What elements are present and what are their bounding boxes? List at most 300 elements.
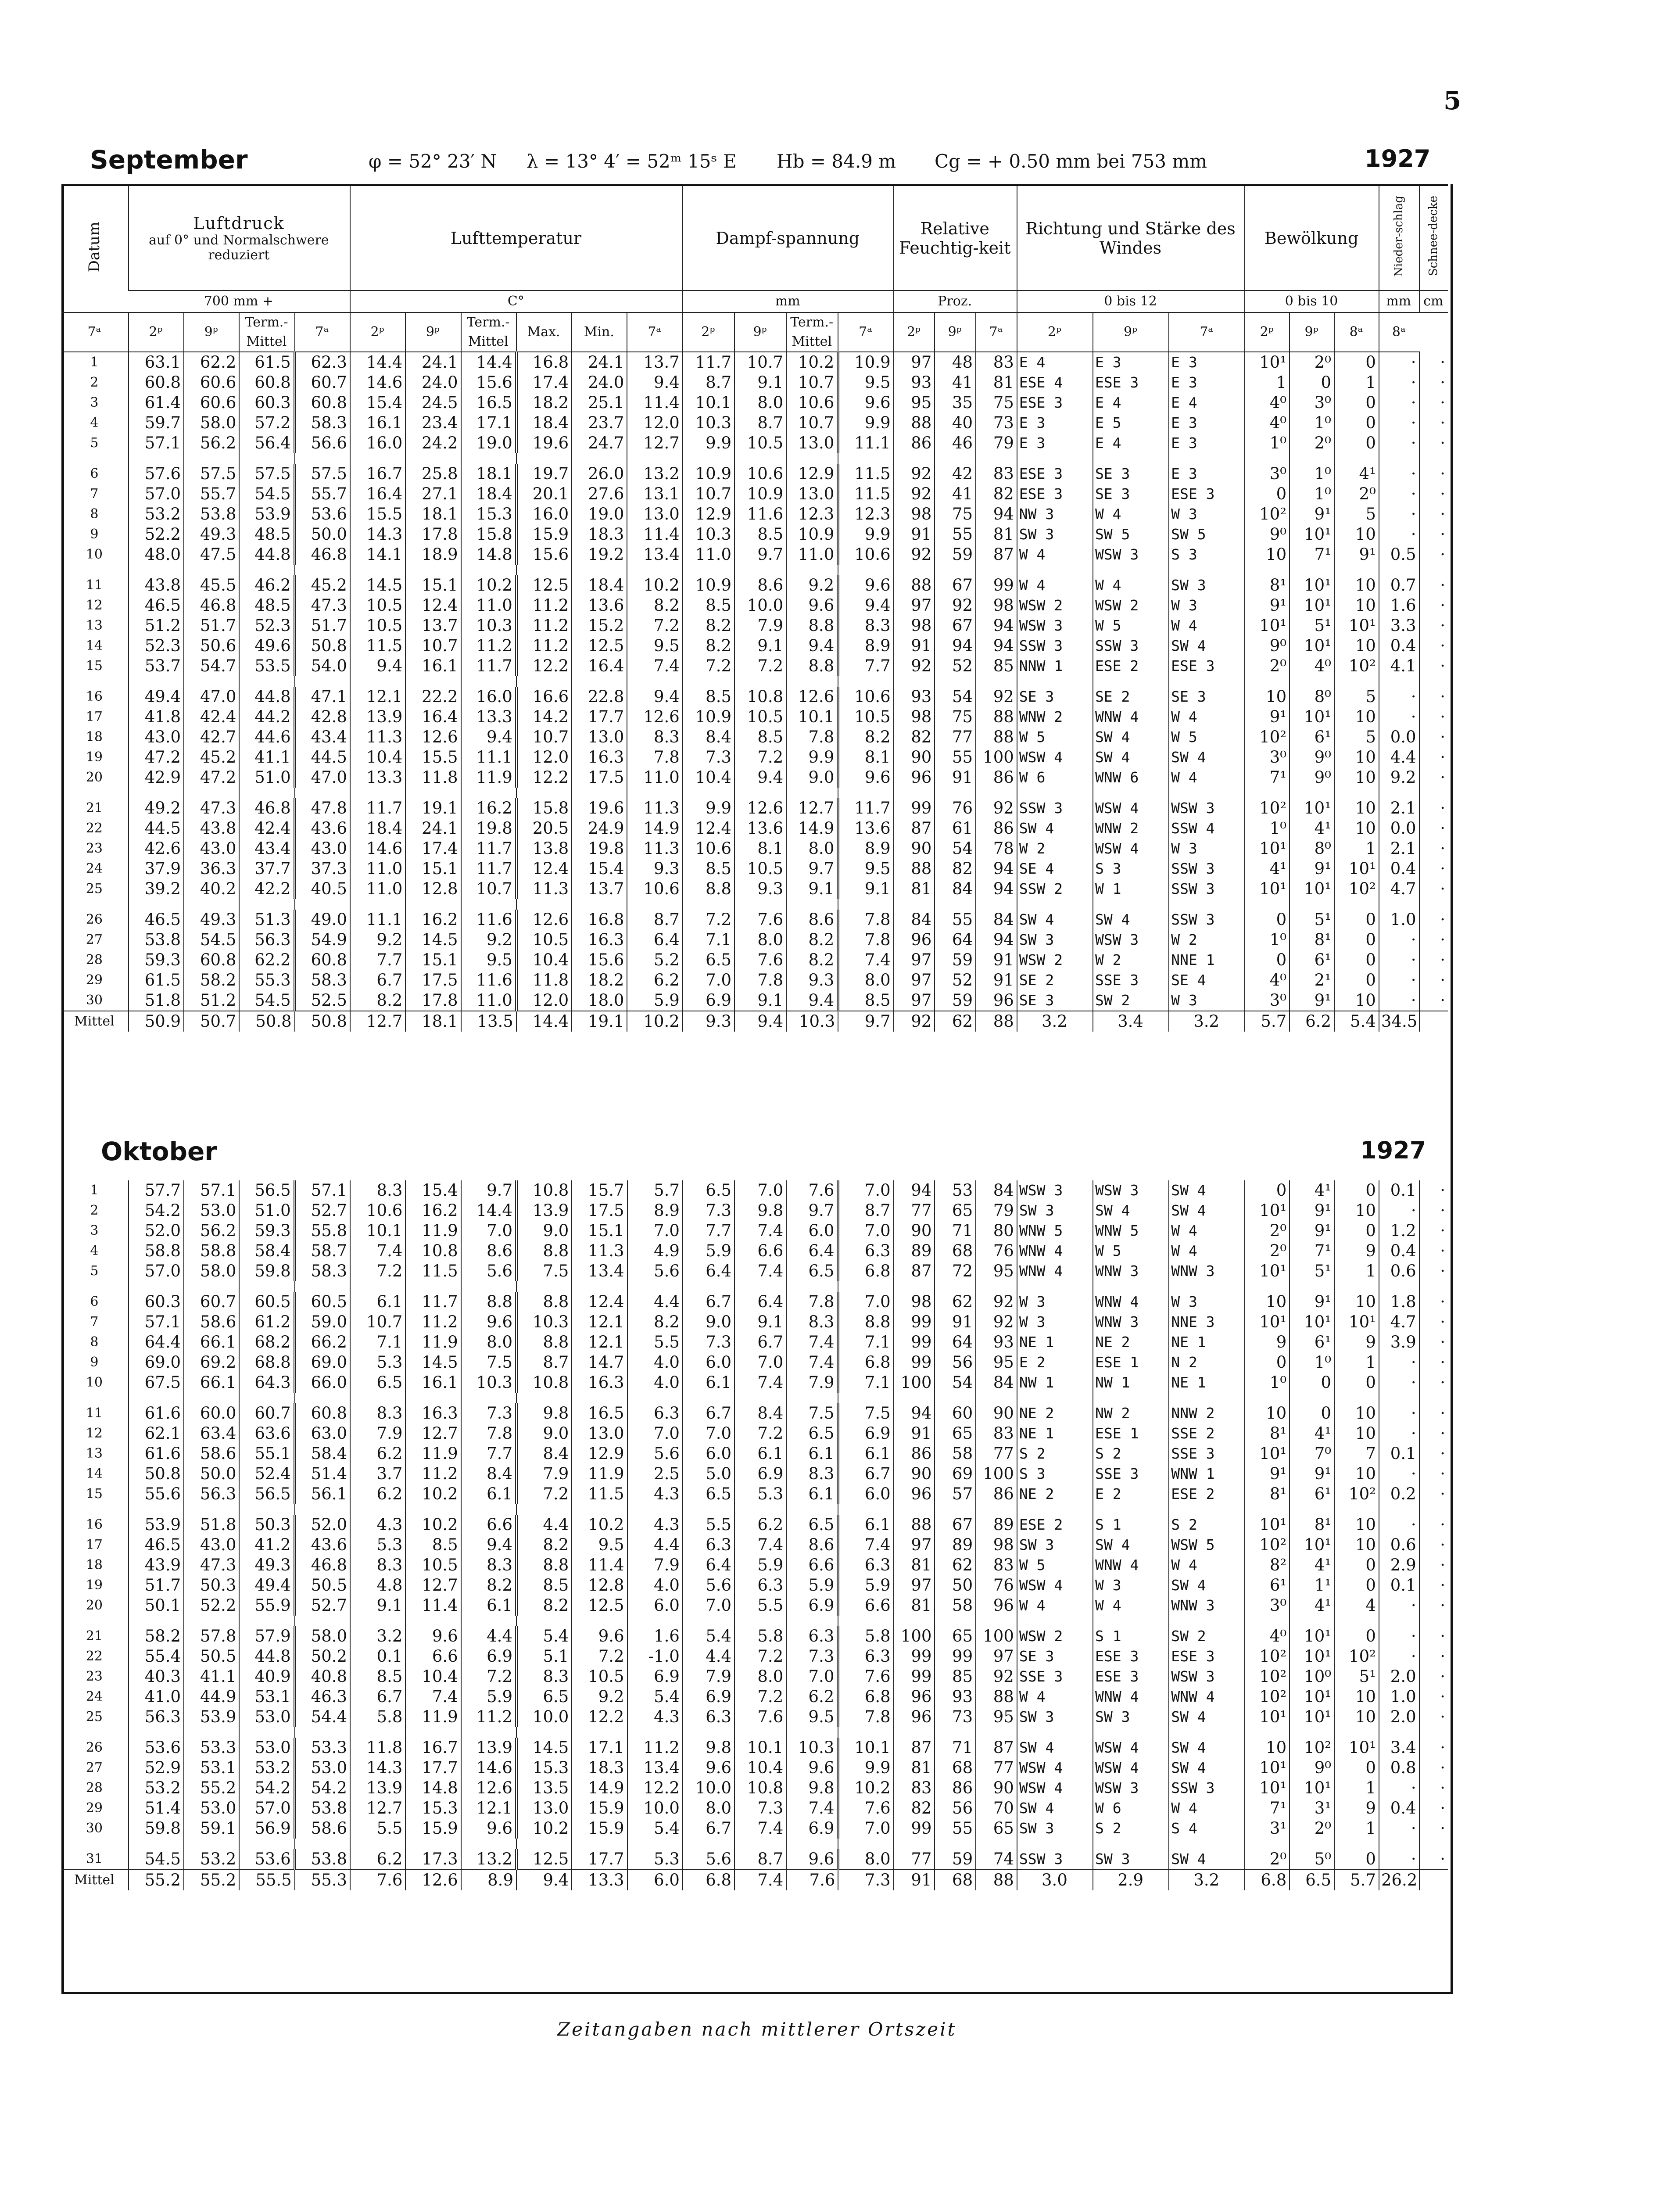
- cell-druck-7a: 39.2: [129, 879, 184, 899]
- cell-temp-7a: 5.8: [350, 1707, 405, 1727]
- cell-dampf-9p: 11.0: [786, 545, 838, 565]
- cell-druck-7a: 42.6: [129, 839, 184, 859]
- row-spacer: [61, 788, 1448, 798]
- cell-dampf-mittel: 7.6: [838, 1667, 893, 1687]
- cell-temp-min: 14.9: [627, 818, 682, 839]
- cell-druck-9p: 53.0: [239, 1707, 294, 1727]
- cell-druck-7a: 46.5: [129, 910, 184, 930]
- cell-feucht-9p: 95: [976, 1352, 1017, 1373]
- cell-druck-2p: 56.3: [184, 1484, 239, 1504]
- cell-druck-mittel: 43.6: [295, 1535, 350, 1555]
- cell-temp-2p: 16.3: [405, 1403, 461, 1423]
- cell-dampf-7a: 8.0: [683, 1798, 734, 1818]
- cell-wind-9p: W 2: [1169, 930, 1245, 950]
- cell-wind-7a: SE 3: [1017, 687, 1093, 707]
- cell-temp-max: 17.5: [572, 1201, 627, 1221]
- cell-temp-max: 18.3: [572, 1758, 627, 1778]
- cell-niederschlag: ·: [1379, 504, 1419, 524]
- cell-temp-max: 17.7: [572, 707, 627, 727]
- oktober-year: 1927: [1360, 1136, 1426, 1164]
- cell-bewoelkung-9p: 10: [1334, 1535, 1379, 1555]
- cell-bewoelkung-7a: 10¹: [1245, 616, 1290, 636]
- cell-wind-7a: ESE 4: [1017, 373, 1093, 393]
- cell-dampf-mittel: 5.9: [838, 1575, 893, 1595]
- cell-feucht-9p: 83: [976, 1423, 1017, 1444]
- cell-bewoelkung-7a: 10: [1245, 1403, 1290, 1423]
- mittel-bewoelkung-2p: 6.2: [1290, 1011, 1334, 1032]
- cell-temp-max: 18.2: [572, 970, 627, 990]
- cell-bewoelkung-9p: 10: [1334, 1464, 1379, 1484]
- cell-datum: 19: [86, 749, 103, 765]
- cell-temp-2p: 15.1: [405, 950, 461, 970]
- cell-temp-max: 12.8: [572, 1575, 627, 1595]
- cell-dampf-mittel: 10.9: [838, 352, 893, 373]
- subheader-wind-2p: 2ᵖ: [1017, 312, 1093, 352]
- cell-wind-2p: WSW 3: [1093, 1180, 1169, 1201]
- cell-druck-9p: 40.9: [239, 1667, 294, 1687]
- cell-temp-max: 15.1: [572, 1221, 627, 1241]
- cell-bewoelkung-9p: 10: [1334, 1201, 1379, 1221]
- cell-temp-min: 4.0: [627, 1352, 683, 1373]
- cell-temp-2p: 12.8: [405, 879, 461, 899]
- cell-temp-7a: 10.5: [350, 595, 405, 616]
- cell-druck-9p: 42.2: [239, 879, 294, 899]
- subheader-temp-min: Min.: [572, 312, 627, 352]
- cell-temp-9p: 11.7: [461, 839, 516, 859]
- cell-wind-7a: WNW 2: [1017, 707, 1093, 727]
- cell-feucht-2p: 67: [935, 575, 976, 595]
- table-row: [61, 707, 1448, 727]
- cell-bewoelkung-9p: 10: [1334, 1687, 1379, 1707]
- cell-wind-2p: WSW 2: [1093, 595, 1169, 616]
- cell-schneedecke: ·: [1419, 636, 1448, 656]
- cell-feucht-2p: 76: [935, 798, 976, 818]
- cell-druck-9p: 53.2: [239, 1758, 294, 1778]
- cell-temp-max: 12.5: [572, 636, 627, 656]
- cell-temp-min: 5.6: [627, 1444, 683, 1464]
- cell-dampf-mittel: 10.5: [838, 707, 893, 727]
- cell-dampf-2p: 9.8: [734, 1201, 786, 1221]
- cell-wind-2p: SE 2: [1093, 687, 1169, 707]
- cell-bewoelkung-9p: 5: [1334, 504, 1379, 524]
- cell-datum: 29: [86, 1800, 103, 1816]
- cell-druck-mittel: 57.5: [295, 464, 350, 484]
- cell-temp-mittel: 9.0: [516, 1221, 572, 1241]
- cell-druck-9p: 68.8: [239, 1352, 294, 1373]
- cell-druck-9p: 68.2: [239, 1332, 294, 1352]
- cell-temp-mittel: 7.2: [516, 1484, 572, 1504]
- cell-feucht-7a: 97: [894, 352, 935, 373]
- cell-niederschlag: ·: [1379, 524, 1419, 545]
- cell-temp-max: 12.4: [572, 1292, 627, 1312]
- cell-bewoelkung-9p: 0: [1334, 1555, 1379, 1575]
- cell-temp-max: 14.9: [572, 1778, 627, 1798]
- cell-feucht-7a: 98: [894, 707, 935, 727]
- cell-temp-9p: 18.4: [461, 484, 516, 504]
- cell-temp-7a: 5.5: [350, 1818, 405, 1839]
- cell-temp-7a: 12.7: [350, 1798, 405, 1818]
- cell-dampf-9p: 9.0: [786, 767, 838, 788]
- cell-bewoelkung-7a: 6¹: [1245, 1575, 1290, 1595]
- cell-datum: 26: [86, 912, 103, 927]
- cell-dampf-2p: 10.9: [734, 484, 786, 504]
- cell-dampf-mittel: 6.3: [838, 1646, 893, 1667]
- cell-dampf-2p: 6.4: [734, 1292, 786, 1312]
- cell-feucht-2p: 73: [935, 1707, 976, 1727]
- cell-bewoelkung-2p: 10¹: [1290, 879, 1334, 899]
- niederschlag-header: Nieder-schlag: [1379, 185, 1419, 290]
- cell-bewoelkung-9p: 10¹: [1334, 859, 1379, 879]
- cell-feucht-2p: 75: [935, 707, 976, 727]
- cell-druck-mittel: 60.8: [295, 393, 350, 413]
- mittel-druck-9p: 50.8: [239, 1011, 294, 1032]
- cell-temp-mittel: 6.5: [516, 1687, 572, 1707]
- cell-temp-max: 27.6: [572, 484, 627, 504]
- luftdruck-header: Luftdruck auf 0° und Normalschwere reduziert: [129, 185, 350, 290]
- cell-dampf-mittel: 8.2: [838, 727, 893, 747]
- cell-feucht-9p: 83: [976, 464, 1017, 484]
- cell-dampf-2p: 10.0: [734, 595, 786, 616]
- cell-wind-9p: E 3: [1169, 464, 1245, 484]
- cell-niederschlag: ·: [1379, 687, 1419, 707]
- cell-druck-9p: 54.2: [239, 1778, 294, 1798]
- cell-wind-2p: WSW 3: [1093, 930, 1169, 950]
- cell-druck-9p: 54.5: [239, 990, 294, 1011]
- cell-wind-7a: SW 3: [1017, 1818, 1093, 1839]
- cell-dampf-mittel: 7.8: [838, 930, 893, 950]
- cell-temp-min: 11.3: [627, 798, 682, 818]
- cell-temp-7a: 4.3: [350, 1515, 405, 1535]
- cell-schneedecke: ·: [1419, 1444, 1448, 1464]
- cell-feucht-9p: 98: [976, 595, 1017, 616]
- cell-temp-min: 4.3: [627, 1515, 683, 1535]
- cell-wind-9p: SW 2: [1169, 1626, 1245, 1646]
- cell-bewoelkung-2p: 5¹: [1290, 1261, 1334, 1281]
- cell-schneedecke: ·: [1419, 727, 1448, 747]
- cell-schneedecke: ·: [1419, 595, 1448, 616]
- cell-wind-9p: W 4: [1169, 1798, 1245, 1818]
- cell-bewoelkung-2p: 10⁰: [1290, 1667, 1334, 1687]
- cell-druck-mittel: 58.4: [295, 1444, 350, 1464]
- row-spacer: [61, 676, 1448, 687]
- cell-bewoelkung-9p: 4: [1334, 1595, 1379, 1616]
- table-row: [61, 545, 1448, 565]
- mittel-schneedecke: [1419, 1870, 1448, 1890]
- cell-wind-9p: NNE 1: [1169, 950, 1245, 970]
- cell-temp-max: 13.0: [572, 1423, 627, 1444]
- table-row: [61, 1373, 1448, 1393]
- cell-feucht-9p: 94: [976, 636, 1017, 656]
- cell-bewoelkung-9p: 10: [1334, 524, 1379, 545]
- table-row: [61, 1180, 1448, 1201]
- cell-druck-9p: 55.1: [239, 1444, 294, 1464]
- cell-schneedecke: ·: [1419, 1241, 1448, 1261]
- cell-temp-9p: 8.6: [461, 1241, 516, 1261]
- cell-dampf-9p: 6.4: [786, 1241, 838, 1261]
- cell-dampf-9p: 10.6: [786, 393, 838, 413]
- subheader-temp-mittel: Term.-Mittel: [461, 312, 516, 352]
- table-row: [61, 1667, 1448, 1687]
- cell-temp-max: 24.1: [572, 352, 627, 373]
- cell-dampf-7a: 7.0: [683, 970, 734, 990]
- cell-temp-9p: 9.7: [461, 1180, 516, 1201]
- cell-druck-7a: 54.2: [129, 1201, 184, 1221]
- cell-bewoelkung-7a: 0: [1245, 910, 1290, 930]
- cell-feucht-7a: 97: [894, 950, 935, 970]
- cell-druck-mittel: 52.0: [295, 1515, 350, 1535]
- cell-niederschlag: ·: [1379, 1595, 1419, 1616]
- cell-temp-2p: 16.1: [405, 656, 461, 676]
- subheader-dampf-9p: 9ᵖ: [734, 312, 786, 352]
- cell-feucht-7a: 82: [894, 1798, 935, 1818]
- cell-feucht-7a: 99: [894, 1312, 935, 1332]
- cell-dampf-7a: 9.8: [683, 1738, 734, 1758]
- cell-wind-2p: W 2: [1093, 950, 1169, 970]
- cell-bewoelkung-9p: 0: [1334, 1373, 1379, 1393]
- mittel-feucht-7a: 92: [894, 1011, 935, 1032]
- cell-bewoelkung-9p: 10: [1334, 1423, 1379, 1444]
- cell-dampf-9p: 7.5: [786, 1403, 838, 1423]
- cell-temp-mittel: 8.7: [516, 1352, 572, 1373]
- mittel-temp-max: 13.3: [572, 1870, 627, 1890]
- cell-bewoelkung-2p: 0: [1290, 373, 1334, 393]
- cell-datum: 28: [86, 952, 103, 968]
- cell-wind-7a: W 2: [1017, 839, 1093, 859]
- cell-niederschlag: 1.6: [1379, 595, 1419, 616]
- cell-druck-mittel: 53.8: [295, 1798, 350, 1818]
- cell-druck-2p: 56.2: [184, 433, 239, 453]
- cell-bewoelkung-7a: 2⁰: [1245, 1241, 1290, 1261]
- cell-dampf-2p: 9.1: [734, 373, 786, 393]
- table-row: [61, 1292, 1448, 1312]
- cell-dampf-7a: 10.9: [683, 464, 734, 484]
- cell-temp-min: 4.0: [627, 1575, 683, 1595]
- cell-temp-min: 9.4: [627, 373, 682, 393]
- cell-wind-9p: W 4: [1169, 616, 1245, 636]
- cell-druck-7a: 67.5: [129, 1373, 184, 1393]
- cell-druck-7a: 49.4: [129, 687, 184, 707]
- cell-druck-2p: 46.8: [184, 595, 239, 616]
- cell-bewoelkung-2p: 2¹: [1290, 970, 1334, 990]
- cell-dampf-mittel: 6.1: [838, 1515, 893, 1535]
- cell-druck-7a: 37.9: [129, 859, 184, 879]
- row-spacer: [61, 1281, 1448, 1292]
- mittel-druck-7a: 55.2: [129, 1870, 184, 1890]
- table-row: [61, 1484, 1448, 1504]
- cell-wind-2p: ESE 3: [1093, 373, 1169, 393]
- cell-druck-mittel: 58.3: [295, 413, 350, 433]
- cell-wind-2p: E 4: [1093, 433, 1169, 453]
- cell-druck-mittel: 43.4: [295, 727, 350, 747]
- table-row: [61, 1403, 1448, 1423]
- cell-dampf-9p: 9.9: [786, 747, 838, 767]
- cell-dampf-2p: 12.6: [734, 798, 786, 818]
- cell-temp-9p: 11.2: [461, 1707, 516, 1727]
- cell-temp-7a: 5.3: [350, 1352, 405, 1373]
- cell-wind-2p: SW 4: [1093, 1201, 1169, 1221]
- cell-temp-mittel: 12.2: [516, 656, 572, 676]
- cell-feucht-2p: 67: [935, 1515, 976, 1535]
- cell-bewoelkung-7a: 10²: [1245, 798, 1290, 818]
- cell-feucht-2p: 85: [935, 1667, 976, 1687]
- cell-dampf-7a: 10.3: [683, 413, 734, 433]
- cell-temp-7a: 7.2: [350, 1261, 405, 1281]
- cell-druck-mittel: 42.8: [295, 707, 350, 727]
- cell-druck-7a: 52.3: [129, 636, 184, 656]
- cell-schneedecke: ·: [1419, 1575, 1448, 1595]
- cell-druck-9p: 51.0: [239, 767, 294, 788]
- subheader-dampf-7a: 7ᵃ: [627, 312, 682, 352]
- cell-feucht-9p: 79: [976, 433, 1017, 453]
- cell-wind-7a: SSW 3: [1017, 636, 1093, 656]
- cell-temp-7a: 14.6: [350, 839, 405, 859]
- cell-wind-9p: S 4: [1169, 1818, 1245, 1839]
- cell-dampf-mittel: 9.9: [838, 413, 893, 433]
- table-row: [61, 616, 1448, 636]
- cell-druck-7a: 50.8: [129, 1464, 184, 1484]
- cell-temp-max: 12.1: [572, 1312, 627, 1332]
- cell-dampf-9p: 6.6: [786, 1555, 838, 1575]
- cell-dampf-2p: 7.6: [734, 910, 786, 930]
- cell-feucht-9p: 94: [976, 859, 1017, 879]
- cell-temp-9p: 6.1: [461, 1595, 516, 1616]
- cell-druck-7a: 51.7: [129, 1575, 184, 1595]
- cell-bewoelkung-9p: 5: [1334, 727, 1379, 747]
- cell-temp-mittel: 7.5: [516, 1261, 572, 1281]
- cell-temp-7a: 16.0: [350, 433, 405, 453]
- cell-temp-7a: 11.0: [350, 859, 405, 879]
- cell-dampf-7a: 5.6: [683, 1575, 734, 1595]
- cell-bewoelkung-9p: 10: [1334, 818, 1379, 839]
- cell-druck-9p: 46.2: [239, 575, 294, 595]
- cell-dampf-mittel: 6.6: [838, 1595, 893, 1616]
- cell-bewoelkung-2p: 7⁰: [1290, 1444, 1334, 1464]
- cell-temp-7a: 14.3: [350, 1758, 405, 1778]
- cell-schneedecke: ·: [1419, 798, 1448, 818]
- cell-temp-mittel: 5.1: [516, 1646, 572, 1667]
- cell-druck-7a: 53.7: [129, 656, 184, 676]
- cell-wind-2p: SSE 3: [1093, 970, 1169, 990]
- cell-feucht-2p: 91: [935, 767, 976, 788]
- cell-temp-7a: 14.5: [350, 575, 405, 595]
- datum-header: Datum: [61, 185, 129, 312]
- cell-temp-2p: 10.7: [405, 636, 461, 656]
- cell-wind-7a: W 5: [1017, 727, 1093, 747]
- cell-druck-2p: 53.1: [184, 1758, 239, 1778]
- cell-dampf-2p: 10.5: [734, 707, 786, 727]
- cell-dampf-2p: 9.7: [734, 545, 786, 565]
- cell-temp-9p: 16.0: [461, 687, 516, 707]
- cell-druck-7a: 48.0: [129, 545, 184, 565]
- cell-temp-mittel: 8.4: [516, 1444, 572, 1464]
- cell-temp-max: 11.9: [572, 1464, 627, 1484]
- cell-bewoelkung-7a: 1⁰: [1245, 1373, 1290, 1393]
- cell-wind-9p: SW 4: [1169, 1201, 1245, 1221]
- cell-druck-mittel: 63.0: [295, 1423, 350, 1444]
- cell-feucht-9p: 76: [976, 1575, 1017, 1595]
- cell-temp-2p: 11.4: [405, 1595, 461, 1616]
- cell-wind-9p: ESE 3: [1169, 656, 1245, 676]
- mittel-feucht-9p: 88: [976, 1011, 1017, 1032]
- cell-druck-2p: 53.0: [184, 1201, 239, 1221]
- cell-wind-2p: E 4: [1093, 393, 1169, 413]
- cell-schneedecke: ·: [1419, 545, 1448, 565]
- latitude: φ = 52° 23′ N: [369, 151, 497, 172]
- table-row: [61, 1818, 1448, 1839]
- cell-dampf-7a: 7.7: [683, 1221, 734, 1241]
- cell-temp-max: 22.8: [572, 687, 627, 707]
- cell-dampf-mittel: 11.5: [838, 464, 893, 484]
- cell-wind-9p: SSW 3: [1169, 910, 1245, 930]
- cell-feucht-7a: 99: [894, 1667, 935, 1687]
- cell-dampf-2p: 5.5: [734, 1595, 786, 1616]
- cell-dampf-9p: 9.1: [786, 879, 838, 899]
- mittel-wind-2p: 2.9: [1093, 1870, 1169, 1890]
- table-row: [61, 352, 1448, 373]
- table-row: [61, 1444, 1448, 1464]
- cell-druck-7a: 47.2: [129, 747, 184, 767]
- cell-bewoelkung-9p: 10: [1334, 990, 1379, 1011]
- cell-druck-2p: 49.3: [184, 524, 239, 545]
- cell-druck-7a: 41.8: [129, 707, 184, 727]
- cell-temp-mittel: 13.9: [516, 1201, 572, 1221]
- cell-dampf-7a: 6.9: [683, 990, 734, 1011]
- cell-feucht-9p: 83: [976, 352, 1017, 373]
- cell-feucht-7a: 77: [894, 1849, 935, 1870]
- mittel-temp-min: 6.0: [627, 1870, 683, 1890]
- cell-feucht-7a: 94: [894, 1180, 935, 1201]
- cell-bewoelkung-2p: 0: [1290, 1373, 1334, 1393]
- cell-wind-9p: W 4: [1169, 1221, 1245, 1241]
- cell-schneedecke: ·: [1419, 1646, 1448, 1667]
- cell-dampf-9p: 9.7: [786, 1201, 838, 1221]
- cell-temp-mittel: 10.7: [516, 727, 572, 747]
- cell-temp-7a: 5.3: [350, 1535, 405, 1555]
- cell-temp-max: 15.9: [572, 1798, 627, 1818]
- cell-feucht-7a: 96: [894, 1484, 935, 1504]
- cell-bewoelkung-2p: 10¹: [1290, 1778, 1334, 1798]
- row-spacer: [61, 565, 1448, 575]
- cell-feucht-9p: 73: [976, 413, 1017, 433]
- cell-druck-mittel: 54.2: [295, 1778, 350, 1798]
- cell-druck-9p: 59.3: [239, 1221, 294, 1241]
- cell-druck-7a: 62.1: [129, 1423, 184, 1444]
- cell-bewoelkung-9p: 10: [1334, 575, 1379, 595]
- cell-temp-2p: 17.3: [405, 1849, 461, 1870]
- cell-druck-mittel: 54.4: [295, 1707, 350, 1727]
- cell-schneedecke: ·: [1419, 484, 1448, 504]
- cell-druck-2p: 62.2: [184, 352, 239, 373]
- cell-bewoelkung-2p: 9¹: [1290, 990, 1334, 1011]
- cell-schneedecke: ·: [1419, 839, 1448, 859]
- cell-temp-max: 18.4: [572, 575, 627, 595]
- cell-niederschlag: 0.1: [1379, 1180, 1419, 1201]
- cell-wind-2p: E 5: [1093, 413, 1169, 433]
- cell-bewoelkung-2p: 1⁰: [1290, 413, 1334, 433]
- cell-dampf-mittel: 10.6: [838, 545, 893, 565]
- cell-feucht-2p: 69: [935, 1464, 976, 1484]
- cell-schneedecke: ·: [1419, 1332, 1448, 1352]
- table-row: [61, 1352, 1448, 1373]
- cell-niederschlag: ·: [1379, 433, 1419, 453]
- table-row: [61, 636, 1448, 656]
- september-table: [61, 184, 1448, 1032]
- cell-temp-7a: 9.2: [350, 930, 405, 950]
- cell-feucht-2p: 59: [935, 545, 976, 565]
- subheader-temp-7a: 7ᵃ: [295, 312, 350, 352]
- mittel-wind-7a: 3.2: [1017, 1011, 1093, 1032]
- mittel-bewoelkung-2p: 6.5: [1290, 1870, 1334, 1890]
